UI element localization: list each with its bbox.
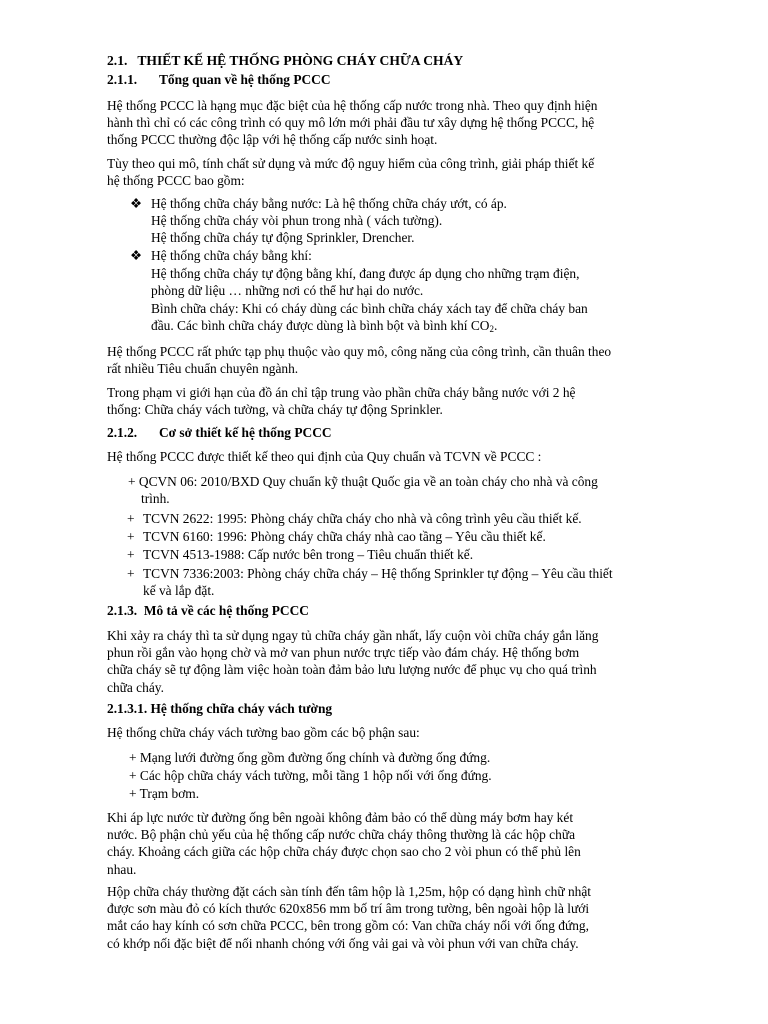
component-item: + Các hộp chữa cháy vách tường, mỗi tầng 1 hộp nối với ống đứng. (129, 768, 492, 783)
paragraph-5: Hệ thống PCCC được thiết kế theo qui định của Quy chuẩn và TCVN về PCCC : (107, 449, 542, 464)
text-line: nước. Bộ phận chủ yếu của hệ thống cấp nước chữa cháy thông thường là các hộp chữa (107, 827, 576, 843)
plus-bullet: + (127, 511, 135, 526)
text-line: hệ thống PCCC bao gồm: (107, 173, 245, 189)
bullet-text: Hệ thống chữa cháy bằng khí: (151, 248, 312, 263)
paragraph-3 (107, 343, 715, 377)
text-line: Hệ thống PCCC là hạng mục đặc biệt của hệ thống cấp nước trong nhà. Theo quy định hiện (107, 98, 598, 113)
standard-text: TCVN 6160: 1996: Phòng cháy chữa cháy nhà cao tầng – Yêu cầu thiết kế. (143, 529, 546, 544)
text-line: Khi xảy ra cháy thì ta sử dụng ngay tủ chữa cháy gần nhất, lấy cuộn vòi chữa cháy gắn lăng (107, 628, 599, 643)
text-line: chữa cháy. (107, 679, 164, 695)
text-span: . (493, 318, 498, 334)
diamond-bullet-icon: ❖ (130, 248, 143, 263)
text-line: kế và lắp đặt. (143, 583, 215, 599)
bullet-text: Hệ thống chữa cháy bằng nước: Là hệ thống chữa cháy ướt, có áp. (151, 196, 507, 211)
heading-2-1-3: 2.1.3. Mô tả về các hệ thống PCCC (107, 603, 309, 618)
text-line: Hệ thống chữa cháy tự động bằng khí, đang được áp dụng cho những trạm điện, (151, 266, 580, 281)
text-line: có khớp nối đặc biệt để nối nhanh chóng với ống vải gai và vòi phun với van chữa cháy. (107, 935, 579, 951)
text-line: Bình chữa cháy: Khi có cháy dùng các bình chữa cháy xách tay để chữa cháy ban (151, 301, 588, 316)
sub-item: Hệ thống chữa cháy vòi phun trong nhà ( vách tường). (151, 213, 443, 228)
paragraph-6 (107, 627, 715, 696)
sub-item (151, 300, 715, 334)
text-line: Tùy theo qui mô, tính chất sử dụng và mức độ nguy hiểm của công trình, giải pháp thiết kế (107, 156, 595, 171)
heading-number: 2.1.2. (107, 425, 138, 440)
text-line: trình. (141, 491, 170, 507)
heading-2-1-3-1: 2.1.3.1. Hệ thống chữa cháy vách tường (107, 701, 333, 716)
paragraph-7: Hệ thống chữa cháy vách tường bao gồm các bộ phận sau: (107, 725, 420, 740)
heading-2-1: 2.1. THIẾT KẾ HỆ THỐNG PHÒNG CHÁY CHỮA CHÁY (107, 53, 464, 68)
text-line: chữa cháy sẽ tự động làm việc hoàn toàn đảm bảo lưu lượng nước để phục vụ cho quá trình (107, 662, 597, 678)
text-line: Hệ thống PCCC rất phức tạp phụ thuộc vào quy mô, công năng của công trình, cần thuân theo (107, 344, 612, 359)
sub-item (151, 265, 715, 299)
paragraph-9 (107, 883, 715, 952)
standard-text: TCVN 4513-1988: Cấp nước bên trong – Tiêu chuẩn thiết kế. (143, 547, 474, 562)
subscript: 2 (489, 324, 494, 335)
text-line: rất nhiều Tiêu chuẩn chuyên ngành. (107, 361, 299, 377)
heading-text: Cơ sở thiết kế hệ thống PCCC (159, 425, 332, 440)
component-item: + Mạng lưới đường ống gồm đường ống chính và đường ống đứng. (129, 750, 491, 765)
text-line: thống: Chữa cháy vách tường, và chữa cháy tự động Sprinkler. (107, 402, 443, 418)
heading-text: Tổng quan về hệ thống PCCC (159, 72, 331, 87)
text-line: nhau. (107, 861, 137, 877)
standard-text: TCVN 2622: 1995: Phòng cháy chữa cháy cho nhà và công trình yêu cầu thiết kế. (143, 511, 582, 526)
text-line: được sơn màu đỏ có kích thước 620x856 mm bố trí âm trong tường, bên ngoài hộp là lưới (107, 901, 590, 917)
plus-bullet: + (127, 547, 135, 562)
text-line: Trong phạm vi giới hạn của đồ án chỉ tập trung vào phần chữa cháy bằng nước với 2 hệ (107, 385, 576, 400)
diamond-bullet-icon: ❖ (130, 196, 143, 211)
text-span: đầu. Các bình chữa cháy được dùng là bình bột và bình khí CO (151, 318, 490, 334)
component-item: + Trạm bơm. (129, 786, 200, 801)
plus-bullet: + (127, 566, 135, 581)
heading-number: 2.1.1. (107, 72, 138, 87)
text-line: mắt cáo hay kính có sơn chữa PCCC, bên trong gồm có: Van chữa cháy nối với ống đứng, (107, 918, 589, 934)
text-line: + QCVN 06: 2010/BXD Quy chuẩn kỹ thuật Quốc gia về an toàn cháy cho nhà và công (128, 474, 598, 489)
text-line: phun rồi gắn vào họng chờ và mở van phun nước trực tiếp vào đám cháy. Hệ thống bơm (107, 645, 580, 661)
text-line: thống PCCC thường độc lập với hệ thống cấp nước sinh hoạt. (107, 132, 438, 148)
paragraph-4 (107, 384, 715, 418)
paragraph-2 (107, 155, 715, 189)
text-line: TCVN 7336:2003: Phòng cháy chữa cháy – Hệ thống Sprinkler tự động – Yêu cầu thiết (143, 566, 613, 581)
paragraph-1 (107, 97, 715, 149)
text-line: Khi áp lực nước từ đường ống bên ngoài không đảm bảo có thể dùng máy bơm hay két (107, 810, 574, 825)
text-line: cháy. Khoảng cách giữa các hộp chữa cháy được chọn sao cho 2 vòi phun có thể phủ lên (107, 844, 581, 860)
text-line (151, 317, 715, 334)
heading-2-1-2 (107, 424, 715, 441)
text-line: hành thì chỉ có các công trình có quy mô lớn mới phải đầu tư xây dựng hệ thống PCCC, hệ (107, 115, 595, 131)
sub-item: Hệ thống chữa cháy tự động Sprinkler, Drencher. (151, 230, 415, 245)
heading-2-1-1 (107, 71, 715, 88)
text-line: Hộp chữa cháy thường đặt cách sàn tính đến tâm hộp là 1,25m, hộp có dạng hình chữ nhật (107, 884, 592, 899)
text-block (128, 473, 715, 507)
text-line: phòng dữ liệu … những nơi có thể hư hại do nước. (151, 283, 424, 299)
plus-bullet: + (127, 529, 135, 544)
standard-text (143, 565, 715, 599)
paragraph-8 (107, 809, 715, 878)
